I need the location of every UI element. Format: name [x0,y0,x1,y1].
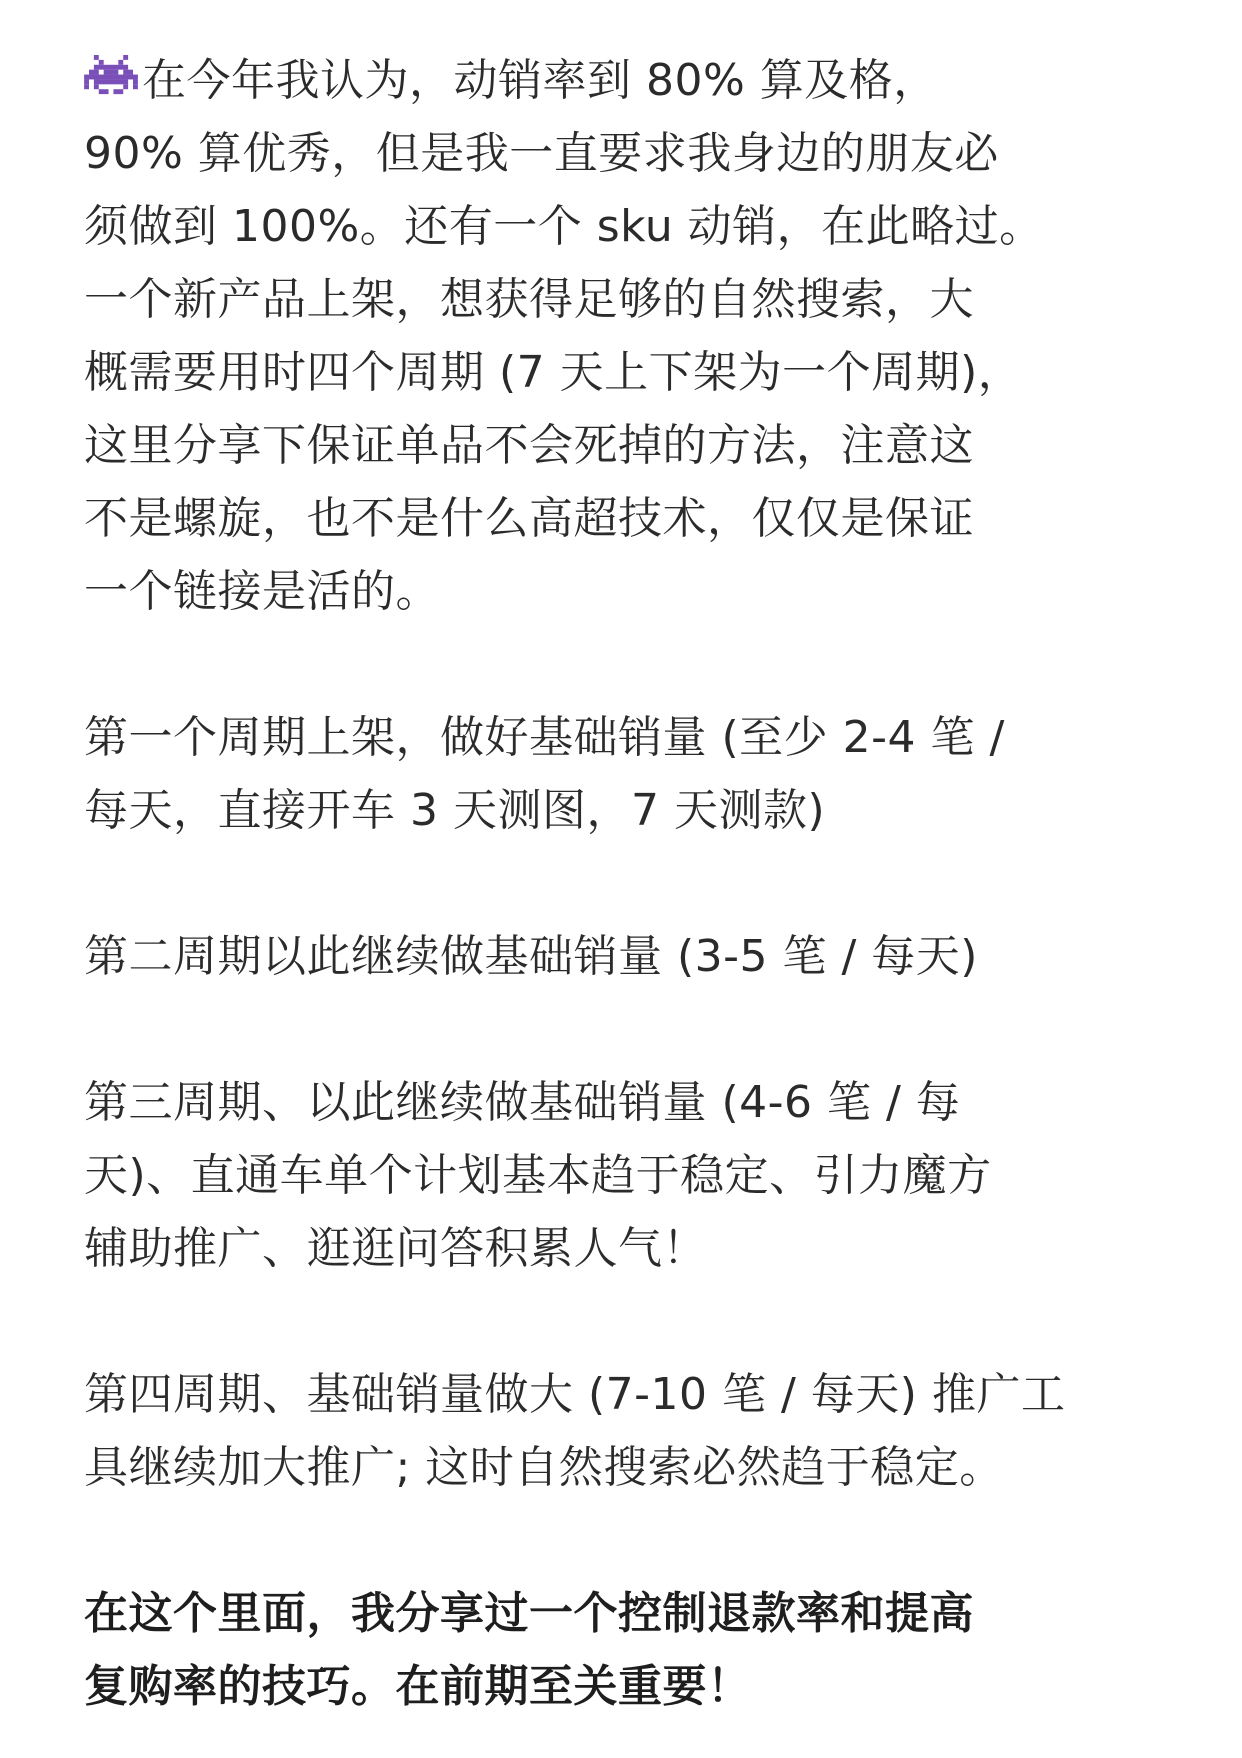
post-body [84,44,1174,1723]
text-line: 一个新产品上架，想获得足够的自然搜索，大 [84,274,974,325]
text-line: 具继续加大推广; 这时自然搜索必然趋于稳定。 [84,1442,1004,1493]
paragraph-cycle-2 [84,920,1174,993]
text-line: 概需要用时四个周期 (7 天上下架为一个周期)， [84,347,1023,398]
text-line: 在这个里面，我分享过一个控制退款率和提高 [84,1588,974,1639]
paragraph-cycle-4 [84,1358,1174,1504]
text-line: 这里分享下保证单品不会死掉的方法，注意这 [84,420,974,471]
paragraph-cycle-3 [84,1066,1174,1285]
text-line: 辅助推广、逛逛问答积累人气！ [84,1223,707,1274]
text-line: 每天，直接开车 3 天测图，7 天测款) [84,785,826,836]
paragraph-cycle-1 [84,701,1174,847]
text-line: 第四周期、基础销量做大 (7-10 笔 / 每天) 推广工 [84,1369,1066,1420]
text-line: 第一个周期上架，做好基础销量 (至少 2-4 笔 / [84,712,1005,763]
paragraph-conclusion [84,1577,1174,1723]
text-line: 须做到 100%。还有一个 sku 动销，在此略过。 [84,201,1044,252]
text-line: 不是螺旋，也不是什么高超技术，仅仅是保证 [84,493,974,544]
text-line: 第二周期以此继续做基础销量 (3-5 笔 / 每天) [84,931,978,982]
text-line: 第三周期、以此继续做基础销量 (4-6 笔 / 每 [84,1077,961,1128]
text-line: 天)、直通车单个计划基本趋于稳定、引力魔方 [84,1150,992,1201]
paragraph-intro [84,44,1174,628]
alien-monster-icon [84,55,138,99]
text-line: 一个链接是活的。 [84,566,440,617]
text-line: 复购率的技巧。在前期至关重要！ [84,1661,752,1712]
text-line [84,44,1174,117]
text-line: 90% 算优秀，但是我一直要求我身边的朋友必 [84,128,999,179]
text-line-content: 在今年我认为，动销率到 80% 算及格， [142,55,938,106]
